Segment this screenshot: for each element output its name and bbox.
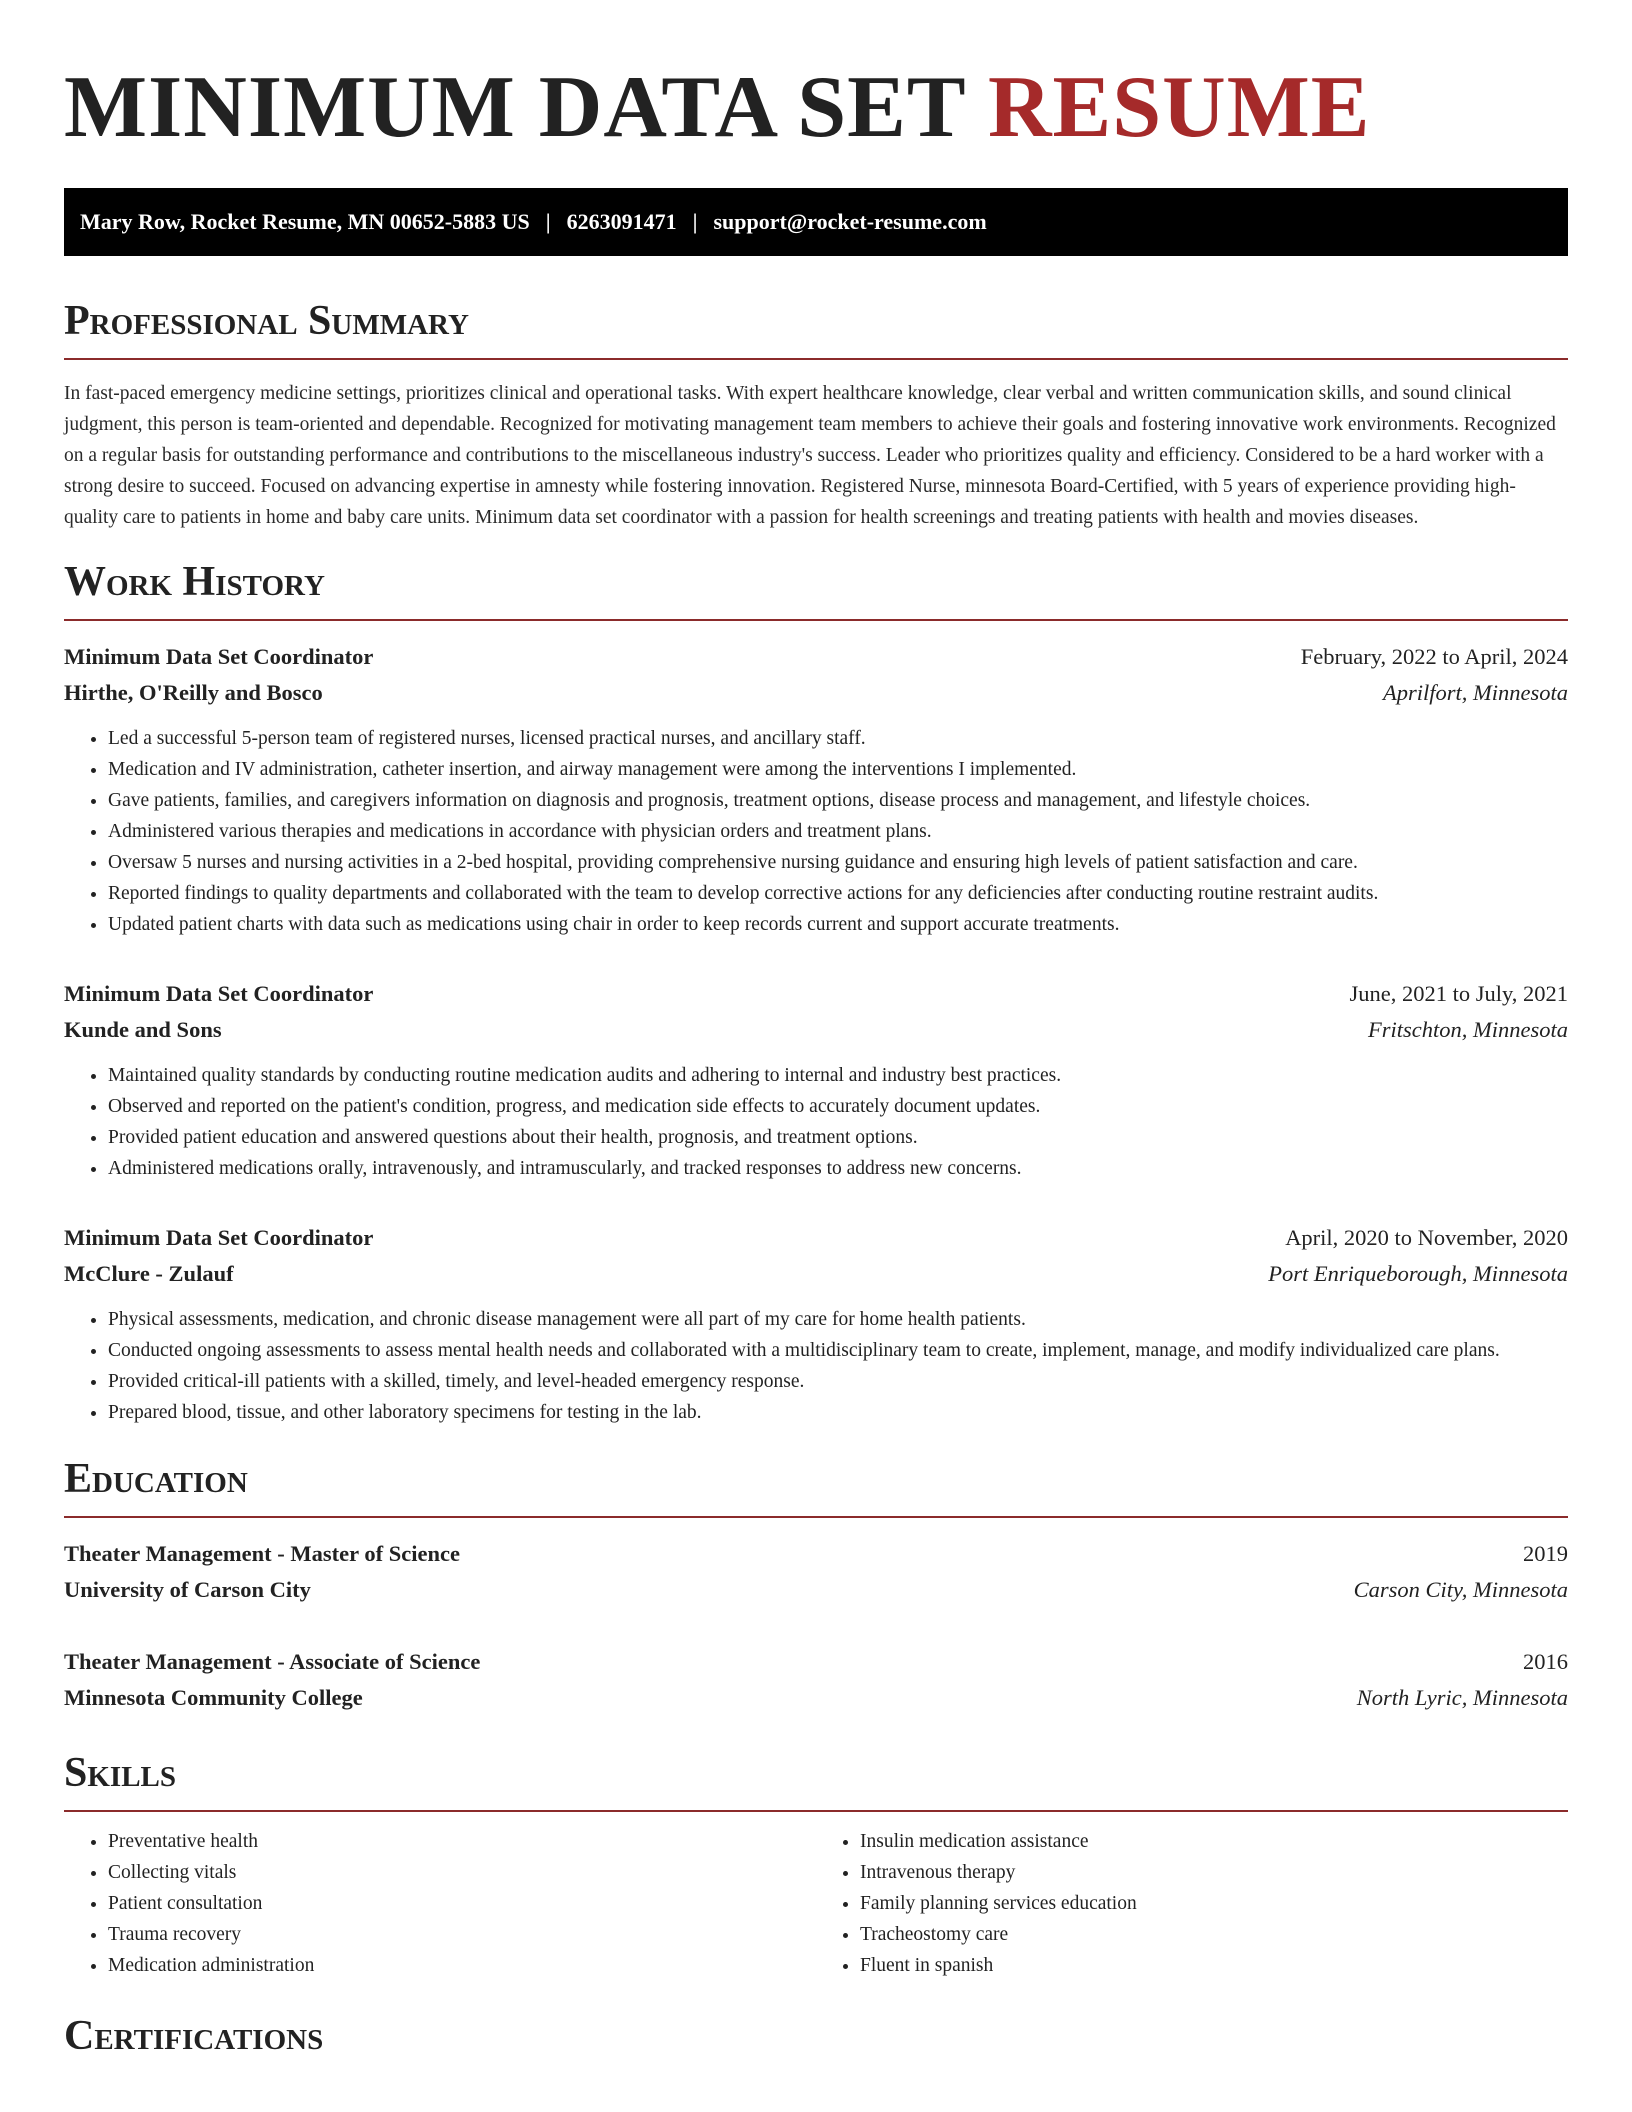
job-company-row	[64, 675, 1568, 711]
list-item: • Gave patients, families, and caregivers information on diagnosis and prognosis, treatment options, disease process and management, and lifestyle choices.	[108, 785, 1568, 816]
work-history-heading: Work History	[64, 559, 325, 605]
job-company: Kunde and Sons	[64, 1017, 222, 1042]
education-school: Minnesota Community College	[64, 1685, 363, 1710]
contact-phone[interactable]: 6263091471	[566, 209, 677, 234]
work-history-list	[64, 639, 1568, 1428]
resume-title	[64, 59, 1568, 156]
list-item: • Oversaw 5 nurses and nursing activities in a 2-bed hospital, providing comprehensive nursing guidance and ensuring high levels of patient satisfaction and care.	[108, 847, 1568, 878]
skill-item: • Patient consultation	[108, 1888, 816, 1919]
list-item: • Reported findings to quality departments and collaborated with the team to develop corrective actions for any deficiencies after conducting routine restraint audits.	[108, 878, 1568, 909]
job-company-row	[64, 1256, 1568, 1292]
job-title-row	[64, 1220, 1568, 1256]
job-company: McClure - Zulauf	[64, 1261, 234, 1286]
list-item: • Medication and IV administration, catheter insertion, and airway management were among the interventions I implemented.	[108, 754, 1568, 785]
skills-list-left	[64, 1826, 816, 1981]
job-entry	[64, 976, 1568, 1184]
list-item: • Conducted ongoing assessments to assess mental health needs and collaborated with a multidisciplinary team to create, implement, manage, and modify individualized care plans.	[108, 1335, 1568, 1366]
list-item: • Physical assessments, medication, and chronic disease management were all part of my care for home health patients.	[108, 1304, 1568, 1335]
skill-item: • Fluent in spanish	[860, 1950, 1568, 1981]
contact-separator: |	[545, 209, 551, 234]
education-school-row	[64, 1680, 1568, 1716]
job-title: Minimum Data Set Coordinator	[64, 981, 374, 1006]
education-heading: Education	[64, 1456, 248, 1502]
contact-separator: |	[692, 209, 698, 234]
title-accent: RESUME	[987, 59, 1371, 156]
certifications-heading: Certifications	[64, 2013, 324, 2059]
job-company: Hirthe, O'Reilly and Bosco	[64, 680, 323, 705]
summary-heading: Professional Summary	[64, 298, 469, 344]
section-divider	[64, 1516, 1568, 1518]
job-location: Aprilfort, Minnesota	[1383, 680, 1568, 705]
skill-item: • Medication administration	[108, 1950, 816, 1981]
education-location: North Lyric, Minnesota	[1356, 1685, 1568, 1710]
job-dates: June, 2021 to July, 2021	[1349, 981, 1568, 1006]
job-dates: April, 2020 to November, 2020	[1285, 1225, 1568, 1250]
list-item: • Provided patient education and answered questions about their health, prognosis, and treatment options.	[108, 1122, 1568, 1153]
education-year: 2019	[1523, 1541, 1568, 1566]
section-divider	[64, 358, 1568, 360]
contact-email[interactable]: support@rocket-resume.com	[713, 209, 987, 234]
job-title: Minimum Data Set Coordinator	[64, 1225, 374, 1250]
list-item: • Administered various therapies and medications in accordance with physician orders and treatment plans.	[108, 816, 1568, 847]
job-entry	[64, 639, 1568, 940]
list-item: • Observed and reported on the patient's condition, progress, and medication side effects to accurately document updates.	[108, 1091, 1568, 1122]
education-degree: Theater Management - Associate of Science	[64, 1649, 481, 1674]
education-degree-row	[64, 1536, 1568, 1572]
education-degree-row	[64, 1644, 1568, 1680]
education-entry	[64, 1644, 1568, 1716]
list-item: • Prepared blood, tissue, and other laboratory specimens for testing in the lab.	[108, 1397, 1568, 1428]
skill-item: • Intravenous therapy	[860, 1857, 1568, 1888]
education-list	[64, 1536, 1568, 1716]
education-degree: Theater Management - Master of Science	[64, 1541, 460, 1566]
list-item: • Led a successful 5-person team of registered nurses, licensed practical nurses, and ancillary staff.	[108, 723, 1568, 754]
title-main: MINIMUM DATA SET	[64, 59, 965, 156]
list-item: • Updated patient charts with data such as medications using chair in order to keep records current and support accurate treatments.	[108, 909, 1568, 940]
section-divider	[64, 1810, 1568, 1812]
skill-item: • Insulin medication assistance	[860, 1826, 1568, 1857]
job-bullets	[64, 1304, 1568, 1428]
job-title-row	[64, 976, 1568, 1012]
skill-item: • Collecting vitals	[108, 1857, 816, 1888]
list-item: • Provided critical-ill patients with a skilled, timely, and level-headed emergency response.	[108, 1366, 1568, 1397]
skills-heading: Skills	[64, 1750, 177, 1796]
education-school: University of Carson City	[64, 1577, 311, 1602]
skill-item: • Family planning services education	[860, 1888, 1568, 1919]
skill-item: • Trauma recovery	[108, 1919, 816, 1950]
contact-bar	[64, 188, 1568, 256]
job-location: Port Enriqueborough, Minnesota	[1268, 1261, 1568, 1286]
job-dates: February, 2022 to April, 2024	[1300, 644, 1568, 669]
skills-list-right	[816, 1826, 1568, 1981]
education-school-row	[64, 1572, 1568, 1608]
summary-text: In fast-paced emergency medicine settings, prioritizes clinical and operational tasks. With expert healthcare knowledge, clear verbal and written communication skills, and sound clinical judgment, this person is team-oriented and dependable. Recognized for motivating management team members to achieve their goals and fostering innovative work environments. Recognized on a regular basis for outstanding performance and contributions to the miscellaneous industry's success. Leader who prioritizes quality and efficiency. Considered to be a hard worker with a strong desire to succeed. Focused on advancing expertise in amnesty while fostering innovation. Registered Nurse, minnesota Board-Certified, with 5 years of experience providing high-quality care to patients in home and baby care units. Minimum data set coordinator with a passion for health screenings and treating patients with health and movies diseases.	[64, 383, 1556, 528]
list-item: • Maintained quality standards by conducting routine medication audits and adhering to internal and industry best practices.	[108, 1060, 1568, 1091]
skills-columns	[64, 1826, 1568, 1981]
list-item: • Administered medications orally, intravenously, and intramuscularly, and tracked responses to address new concerns.	[108, 1153, 1568, 1184]
education-entry	[64, 1536, 1568, 1608]
section-divider	[64, 619, 1568, 621]
job-company-row	[64, 1012, 1568, 1048]
job-entry	[64, 1220, 1568, 1428]
job-bullets	[64, 723, 1568, 940]
education-year: 2016	[1523, 1649, 1568, 1674]
contact-address: Mary Row, Rocket Resume, MN 00652-5883 US	[80, 209, 530, 234]
job-bullets	[64, 1060, 1568, 1184]
job-location: Fritschton, Minnesota	[1368, 1017, 1568, 1042]
skill-item: • Tracheostomy care	[860, 1919, 1568, 1950]
education-location: Carson City, Minnesota	[1353, 1577, 1568, 1602]
job-title: Minimum Data Set Coordinator	[64, 644, 374, 669]
job-title-row	[64, 639, 1568, 675]
skill-item: • Preventative health	[108, 1826, 816, 1857]
